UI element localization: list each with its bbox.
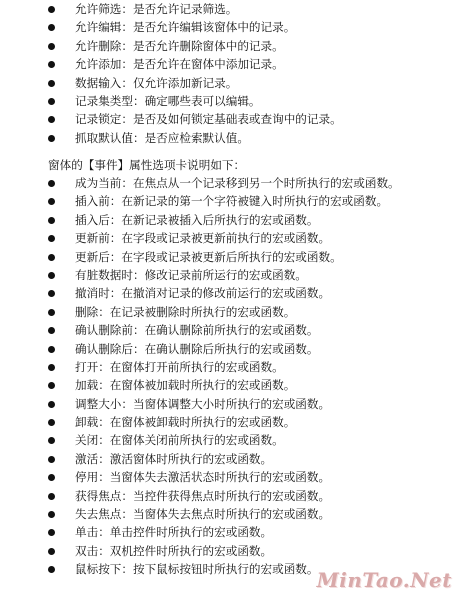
list-item-text: 双击：双机控件时所执行的宏或函数。 [75,543,273,558]
bullet-icon [48,382,55,389]
bullet-icon [48,474,55,481]
list-item-text: 撤消时：在撤消对记录的修改前运行的宏或函数。 [75,286,331,301]
list-item-text: 数据输入：仅允许添加新记录。 [75,75,238,90]
events-section-heading: 窗体的【事件】属性选项卡说明如下： [48,158,246,172]
list-item-text: 更新后：在字段或记录被更新后所执行的宏或函数。 [75,249,342,264]
bullet-icon [48,80,55,87]
list-item-text: 获得焦点：当控件获得焦点时所执行的宏或函数。 [75,488,331,503]
bullet-icon [48,180,55,187]
bullet-icon [48,43,55,50]
list-item-text: 确认删除前：在确认删除前所执行的宏或函数。 [75,323,319,338]
bullet-icon [48,529,55,536]
bullet-icon [48,24,55,31]
bullet-icon [48,493,55,500]
bullet-icon [48,135,55,142]
list-item-text: 鼠标按下：按下鼠标按钮时所执行的宏或函数。 [75,562,319,577]
list-item-text: 允许筛选：是否允许记录筛选。 [75,2,238,16]
bullet-icon [48,116,55,123]
list-item-text: 更新前：在字段或记录被更新前执行的宏或函数。 [75,231,331,246]
bullet-icon [48,327,55,334]
list-item-text: 插入前：在新记录的第一个字符被键入时所执行的宏或函数。 [75,194,389,209]
list-item-text: 激活：激活窗体时所执行的宏或函数。 [75,451,273,466]
watermark-logo: MinTao.Net [316,568,452,592]
bullet-icon [48,566,55,573]
bullet-icon [48,235,55,242]
list-item-text: 加载：在窗体被加载时所执行的宏或函数。 [75,378,296,393]
bullet-icon [48,198,55,205]
bullet-icon [48,401,55,408]
bullet-icon [48,272,55,279]
list-item-text: 卸载：在窗体被卸载时所执行的宏或函数。 [75,415,296,430]
bullet-icon [48,346,55,353]
bullet-icon [48,456,55,463]
list-item-text: 删除：在记录被删除时所执行的宏或函数。 [75,304,296,319]
list-item-text: 停用：当窗体失去激活状态时所执行的宏或函数。 [75,470,331,485]
bullet-icon [48,548,55,555]
list-item-text: 有脏数据时：修改记录前所运行的宏或函数。 [75,267,307,282]
bullet-icon [48,364,55,371]
bullet-icon [48,419,55,426]
list-item-text: 允许编辑：是否允许编辑该窗体中的记录。 [75,20,296,35]
list-item-text: 关闭：在窗体关闭前所执行的宏或函数。 [75,433,284,448]
list-item-text: 调整大小：当窗体调整大小时所执行的宏或函数。 [75,396,331,411]
list-item-text: 确认删除后：在确认删除后所执行的宏或函数。 [75,341,319,356]
bullet-icon [48,6,55,13]
list-item-text: 失去焦点：当窗体失去焦点时所执行的宏或函数。 [75,507,331,522]
bullet-icon [48,98,55,105]
list-item-text: 成为当前：在焦点从一个记录移到另一个时所执行的宏或函数。 [75,176,400,190]
bullet-icon [48,511,55,518]
list-item-text: 允许添加：是否允许在窗体中添加记录。 [75,57,284,72]
list-item-text: 允许删除：是否允许删除窗体中的记录。 [75,38,284,53]
bullet-icon [48,309,55,316]
bullet-icon [48,217,55,224]
list-item-text: 记录锁定：是否及如何锁定基础表或查询中的记录。 [75,112,342,127]
list-item-text: 插入后：在新记录被插入后所执行的宏或函数。 [75,212,319,227]
bullet-icon [48,290,55,297]
bullet-icon [48,437,55,444]
list-item-text: 记录集类型：确定哪些表可以编辑。 [75,93,261,108]
bullet-icon [48,254,55,261]
bullet-icon [48,61,55,68]
list-item-text: 抓取默认值：是否应检索默认值。 [75,130,249,145]
list-item-text: 打开：在窗体打开前所执行的宏或函数。 [75,359,284,374]
list-item-text: 单击：单击控件时所执行的宏或函数。 [75,525,273,540]
